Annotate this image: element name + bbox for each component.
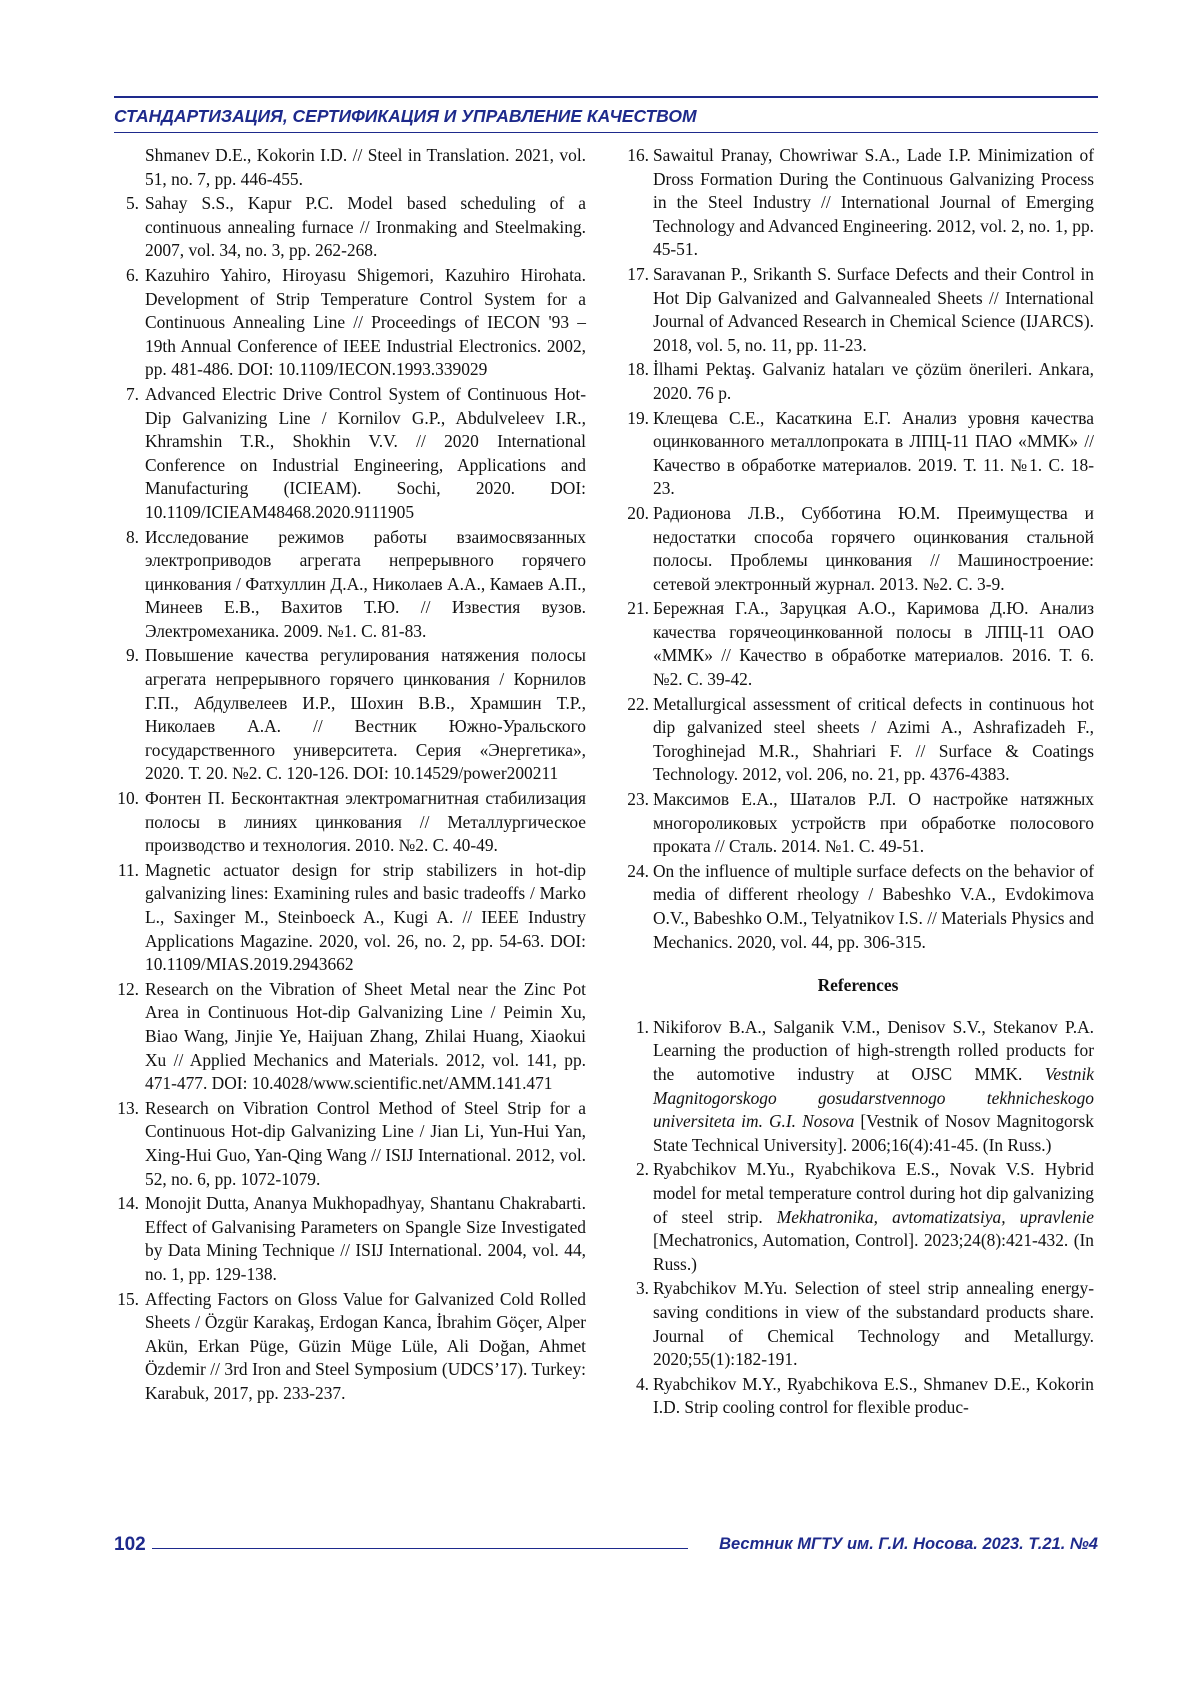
reference-text: Клещева С.Е., Касаткина Е.Г. Анализ уровня качества оцинкованного металлопроката в ЛПЦ-11 ПАО «ММК» // Качество в обработке материалов. 2019. Т. 11. №1. С. 18-23. <box>653 407 1094 499</box>
reference-item <box>114 192 586 263</box>
running-header: СТАНДАРТИЗАЦИЯ, СЕРТИФИКАЦИЯ И УПРАВЛЕНИЕ КАЧЕСТВОМ <box>114 96 1098 127</box>
reference-number: 13. <box>117 1097 139 1118</box>
reference-item <box>622 1277 1094 1371</box>
reference-item <box>114 859 586 977</box>
reference-item <box>622 407 1094 501</box>
reference-text: Ryabchikov M.Yu., Ryabchikova E.S., Novak V.S. Hybrid model for metal temperature control during hot dip galvanizing of steel strip. <box>653 1159 1094 1227</box>
footer-rule <box>152 1548 688 1549</box>
reference-number: 10. <box>117 788 139 809</box>
reference-text: İlhami Pektaş. Galvaniz hataları ve çözüm önerileri. Ankara, 2020. 76 p. <box>653 359 1094 403</box>
right-column <box>622 144 1094 1421</box>
reference-number: 19. <box>627 407 649 428</box>
reference-number: 9. <box>125 645 139 666</box>
reference-number: 23. <box>627 789 649 810</box>
reference-text: Sawaitul Pranay, Chowriwar S.A., Lade I.P. Minimization of Dross Formation During the Continuous Galvanizing Process in the Steel Industry // International Journal of Emerging Technology and Advanced Engineering. 2012, vol. 2, no. 1, pp. 45-51. <box>653 145 1094 260</box>
reference-text: Kazuhiro Yahiro, Hiroyasu Shigemori, Kazuhiro Hirohata. Development of Strip Temperature Control System for a Continuous Annealing Line // Proceedings of IECON '93 – 19th Annual Conference of IEEE Industrial Electronics. 2002, pp. 481-486. DOI: 10.1109/IECON.1993.339029 <box>145 264 586 380</box>
reference-item <box>622 358 1094 405</box>
reference-item <box>114 1288 586 1406</box>
reference-text: Sahay S.S., Kapur P.C. Model based scheduling of a continuous annealing furnace // Ironmaking and Steelmaking. 2007, vol. 34, no. 3, pp. 262-268. <box>145 193 586 261</box>
reference-text: Максимов Е.А., Шаталов Р.Л. О настройке натяжных многороликовых устройств при обработке полосового проката // Сталь. 2014. №1. С. 49-51. <box>653 789 1094 857</box>
reference-item <box>622 1373 1094 1420</box>
reference-number: 3. <box>635 1278 649 1299</box>
reference-text: Affecting Factors on Gloss Value for Galvanized Cold Rolled Sheets / Özgür Karakaş, Erdogan Kanca, İbrahim Göçer, Alper Akün, Erkan Püge, Güzin Müge Lüle, Ali Doğan, Ahmet Özdemir // 3rd Iron and Steel Symposium (UDCS’17). Turkey: Karabuk, 2017, pp. 233-237. <box>145 1288 586 1403</box>
reference-number: 14. <box>117 1193 139 1214</box>
reference-item <box>622 263 1094 357</box>
reference-text: Research on the Vibration of Sheet Metal near the Zinc Pot Area in Continuous Hot-dip Galvanizing Line / Peimin Xu, Biao Wang, Jinjie Ye, Haijuan Zhang, Zhilai Huang, Xiaokui Xu // Applied Mechanics and Materials. 2012, vol. 141, pp. 471-477. DOI: 10.4028/www.scientific.net/AMM.141.471 <box>145 978 586 1094</box>
reference-item <box>622 788 1094 859</box>
reference-item <box>622 693 1094 787</box>
reference-number: 24. <box>627 860 649 881</box>
reference-number: 15. <box>117 1288 139 1309</box>
page-footer <box>114 1534 1098 1564</box>
reference-number: 20. <box>627 502 649 523</box>
reference-number: 21. <box>627 598 649 619</box>
english-reference-list <box>622 1016 1094 1420</box>
left-reference-list <box>114 192 586 1405</box>
reference-text-tail: [Mechatronics, Automation, Control]. 2023;24(8):421-432. (In Russ.) <box>653 1230 1094 1274</box>
reference-item <box>114 1192 586 1286</box>
reference-text: Saravanan P., Srikanth S. Surface Defects and their Control in Hot Dip Galvanized and Galvannealed Sheets // International Journal of Advanced Research in Chemical Science (IJARCS). 2018, vol. 5, no. 11, pp. 11-23. <box>653 263 1094 355</box>
reference-item <box>622 860 1094 954</box>
reference-item <box>622 597 1094 691</box>
reference-text-tail: [Vestnik of Nosov Magnitogorsk State Technical University]. 2006;16(4):41-45. (In Russ.) <box>653 1111 1095 1155</box>
right-reference-list <box>622 144 1094 954</box>
reference-number: 4. <box>635 1373 649 1394</box>
reference-item <box>114 978 586 1096</box>
reference-text: Advanced Electric Drive Control System of Continuous Hot-Dip Galvanizing Line / Kornilov G.P., Abdulveleev I.R., Khramshin T.R., Shokhin V.V. // 2020 International Conference on Industrial Engineering, Applications and Manufacturing (ICIEAM). Sochi, 2020. DOI: 10.1109/ICIEAM48468.2020.9111905 <box>145 383 586 522</box>
reference-number: 2. <box>635 1159 649 1180</box>
reference-number: 7. <box>125 383 139 404</box>
reference-number: 11. <box>117 859 139 880</box>
reference-item <box>114 787 586 858</box>
reference-item <box>622 502 1094 596</box>
reference-number: 5. <box>125 193 139 214</box>
journal-citation: Вестник МГТУ им. Г.И. Носова. 2023. Т.21. №4 <box>719 1535 1098 1553</box>
reference-text: Nikiforov B.A., Salganik V.M., Denisov S.V., Stekanov P.A. Learning the production of high-strength rolled products for the automotive industry at OJSC MMK. <box>653 1016 1094 1084</box>
reference-item <box>114 383 586 525</box>
reference-number: 6. <box>125 264 139 285</box>
reference-number: 1. <box>635 1016 649 1037</box>
reference-journal-title: Mekhatronika, avtomatizatsiya, upravlenie <box>776 1206 1094 1227</box>
reference-text: Повышение качества регулирования натяжения полосы агрегата непрерывного горячего цинкования / Корнилов Г.П., Абдулвелеев И.Р., Шохин В.В., Храмшин Т.Р., Николаев А.А. // Вестник Южно-Уральского государственного университета. Серия «Энергетика», 2020. Т. 20. №2. С. 120-126. DOI: 10.14529/power200211 <box>145 645 586 784</box>
reference-item <box>622 1158 1094 1276</box>
reference-number: 22. <box>627 693 649 714</box>
reference-item <box>114 1097 586 1191</box>
reference-text: Magnetic actuator design for strip stabilizers in hot-dip galvanizing lines: Examining rules and basic tradeoffs / Marko L., Saxinger M., Steinboeck A., Kugi A. // IEEE Industry Applications Magazine. 2020, vol. 26, no. 2, pp. 54-63. DOI: 10.1109/MIAS.2019.2943662 <box>145 859 586 975</box>
reference-text: Бережная Г.А., Заруцкая А.О., Каримова Д.Ю. Анализ качества горячеоцинкованной полосы в ЛПЦ-11 ОАО «ММК» // Качество в обработке материалов. 2016. Т. 6. №2. С. 39-42. <box>653 598 1094 690</box>
reference-text: Радионова Л.В., Субботина Ю.М. Преимущества и недостатки способа горячего оцинкования стальной полосы. Проблемы цинкования // Машиностроение: сетевой электронный журнал. 2013. №2. С. 3-9. <box>653 502 1094 594</box>
reference-text: Ryabchikov M.Yu. Selection of steel strip annealing energy-saving conditions in view of the substandard products share. Journal of Chemical Technology and Metallurgy. 2020;55(1):182-191. <box>653 1278 1094 1370</box>
reference-item <box>622 144 1094 262</box>
reference-number: 16. <box>627 145 649 165</box>
reference-text: Monojit Dutta, Ananya Mukhopadhyay, Shantanu Chakrabarti. Effect of Galvanising Parameters on Spangle Size Investigated by Data Mining Technique // ISIJ International. 2004, vol. 44, no. 1, pp. 129-138. <box>145 1193 586 1284</box>
reference-text: Research on Vibration Control Method of Steel Strip for a Continuous Hot-dip Galvanizing Line / Jian Li, Yun-Hui Yan, Xing-Hui Guo, Yan-Qing Wang // ISIJ International. 2012, vol. 52, no. 6, pp. 1072-1079. <box>145 1097 586 1189</box>
reference-text: On the influence of multiple surface defects on the behavior of media of different rheology / Babeshko V.A., Evdokimova O.V., Babeshko O.M., Telyatnikov I.S. // Materials Physics and Mechanics. 2020, vol. 44, pp. 306-315. <box>653 860 1094 952</box>
reference-text: Фонтен П. Бесконтактная электромагнитная стабилизация полосы в линиях цинкования // Металлургическое производство и технология. 2010. №2. С. 40-49. <box>145 788 586 856</box>
reference-item <box>622 1016 1094 1158</box>
header-rule <box>114 132 1098 133</box>
reference-text: Metallurgical assessment of critical defects in continuous hot dip galvanized steel sheets / Azimi A., Ashrafizadeh F., Toroghinejad M.R., Shahriari F. // Surface & Coatings Technology. 2012, vol. 206, no. 21, pp. 4376-4383. <box>653 693 1094 785</box>
references-heading: References <box>817 975 899 996</box>
reference-journal-title: Vestnik Magnitogorskogo gosudarstvennogo tekhnicheskogo universiteta im. G.I. Nosova <box>653 1063 1094 1132</box>
reference-number: 18. <box>627 359 649 380</box>
reference-number: 17. <box>627 263 649 284</box>
reference-number: 12. <box>117 978 139 999</box>
reference-text: Ryabchikov M.Y., Ryabchikova E.S., Shmanev D.E., Kokorin I.D. Strip cooling control for flexible produc- <box>653 1373 1094 1418</box>
reference-item <box>114 264 586 382</box>
page-number: 102 <box>114 1534 146 1555</box>
reference-item <box>114 526 586 644</box>
reference-number: 8. <box>125 526 139 547</box>
left-column <box>114 144 586 1406</box>
reference-text: Исследование режимов работы взаимосвязанных электроприводов агрегата непрерывного горячего цинкования / Фатхуллин Д.А., Николаев А.А., Камаев А.П., Минеев Е.В., Вахитов Т.Ю. // Известия вузов. Электромеханика. 2009. №1. С. 81-83. <box>145 526 586 641</box>
reference-continuation: Shmanev D.E., Kokorin I.D. // Steel in Translation. 2021, vol. 51, no. 7, pp. 446-455. <box>145 145 586 189</box>
reference-item <box>114 644 586 786</box>
